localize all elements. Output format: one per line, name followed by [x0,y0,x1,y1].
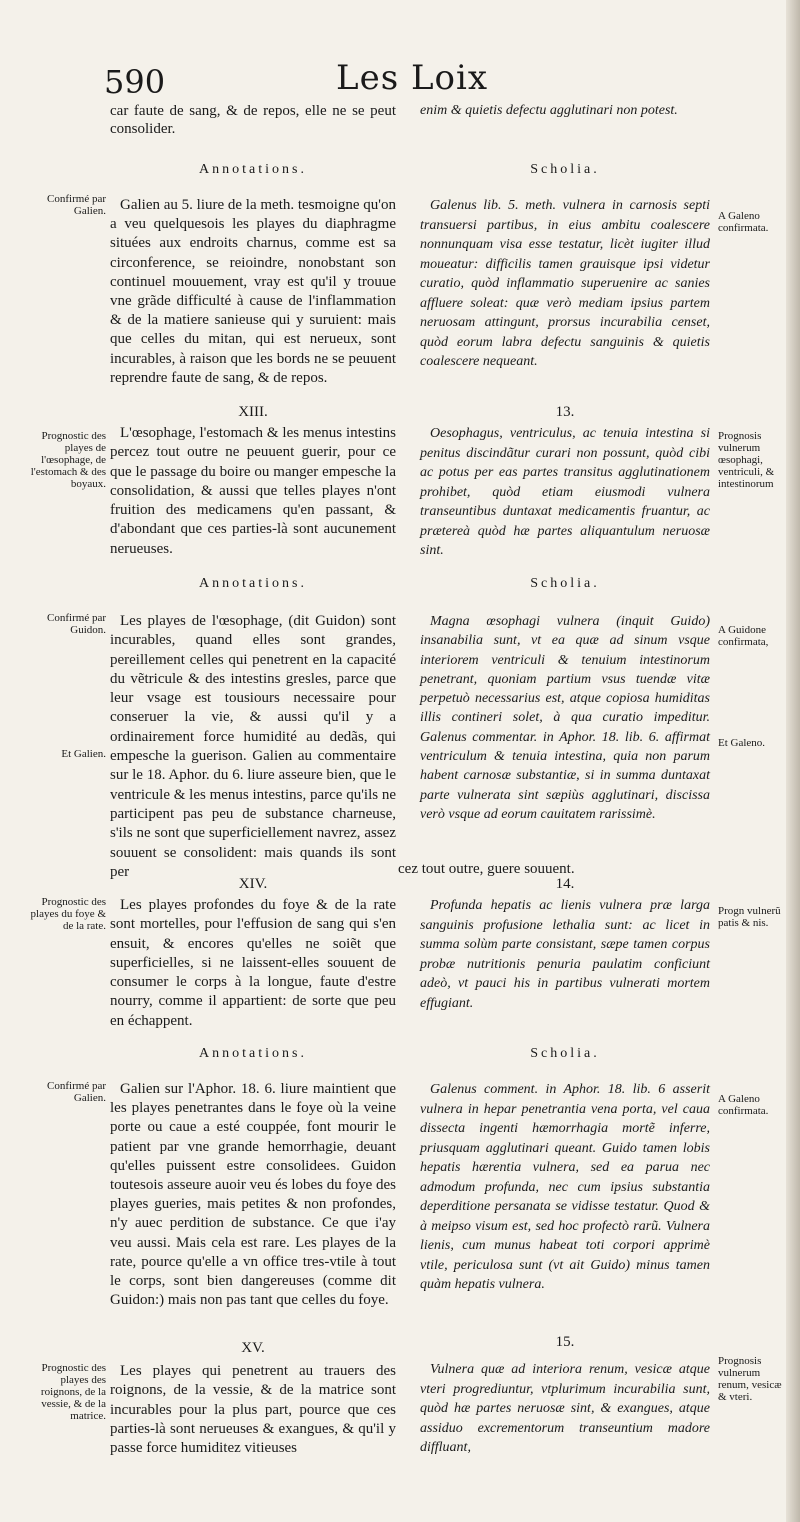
law-number: XIV. [238,876,268,892]
margin-note-left: Confirmé par Guidon. [47,612,106,636]
annotations-heading-3: Annotations. [199,1046,307,1061]
law-text-french: Les playes profondes du foye & de la rate sont mortelles, pour l'effusion de sang qui s'en ensuit, & encores qu'elles ne soiẽt que superficielles, si ne laissent-elles souuent de consumer le corps à la longue, faute d'estre nourry, comme il appartient: de sorte que peu en échappent. [110,897,396,1029]
margin-note-right: Et Galeno. [718,737,766,749]
margin-note-left: Prognostic des playes des roignons, de la vessie, & de la matrice. [40,1362,106,1422]
scholia-heading-2: Scholia. [530,576,600,591]
law-text-french: Les playes qui penetrent au trauers des roignons, de la vessie, & de la matrice sont incurables pour la plus part, pource que ces parties-là sont nerueuses & exangues, & qu'il y passe force humiditez vitieuses [110,1363,396,1457]
margin-note-left: Et Galien. [61,748,106,760]
margin-note-left: Prognostic des playes de l'œsophage, de l'estomach & des boyaux. [30,430,106,490]
page-edge-shadow [786,0,800,1522]
annotation-paragraph-1: Galien au 5. liure de la meth. tesmoigne qu'on a veu quelquesois les playes du diaphragme situées aux endroits charnus, comme est sa circonference, se reioindre, nonobstant son continuel mouuement, vray est qu'il y trouue vne grãde difficulté à cause de l'inflammation & de la matiere sanieuse qui y suruient: mais que celles du mitan, qui est nerueux, sont incurables, à raison que les bords ne se peuuent reprendre faute de sang, & de repos. [110,197,396,386]
law-number-latin: 13. [555,404,575,420]
law-number: XIII. [238,404,268,420]
annotation-paragraph-2: Les playes de l'œsophage, (dit Guidon) sont incurables, quand elles sont grandes, pereillement celles qui penetrent en la capacité du vẽtricule & des intestins gresles, parce que leur vsage est tousiours necessaire pour conseruer la vie, & aussi qu'il y a ordinairement force humidité au dedãs, qui empesche la guerison. Galien au commentaire sur le 18. Aphor. du 6. liure asseure bien, que le ventricule & les menus intestins, parce qu'ils ne participent pas peu de substance charneuse, s'ils ne sont que superficiellement navrez, assez souuent se consolident: mais quands ils sont per [110,613,396,880]
law-number: XV. [241,1340,265,1356]
margin-note-left: Confirmé par Galien. [47,193,106,217]
law-number-latin: 15. [555,1334,575,1350]
scholia-paragraph-1: Galenus lib. 5. meth. vulnera in carnosis septi transuersi partibus, in eius ambitu coalescere nonnunquam visa esse testatur, licèt iugiter illud moueatur: difficilis tamen grauisque ipsi videtur curatio, quòd inflammatio superuenire ac sanies affluere soleat: quæ verò mediam ipsius partem neruosam attingunt, prorsus incurabilia censet, quòd eorum labra defectu sanguinis & quietis coalescere nequeant. [420,198,710,369]
running-head: Les Loix [336,58,489,98]
annotations-heading-2: Annotations. [199,576,307,591]
margin-note-right: Prognosis vulnerum renum, vesicæ & vteri. [718,1355,782,1403]
margin-note-left: Prognostic des playes du foye & de la rate. [30,896,106,932]
margin-note-left: Confirmé par Galien. [47,1080,106,1104]
law-text-latin: Profunda hepatis ac lienis vulnera præ larga sanguinis profusione lethalia sunt: ac licet in summa solùm parte consistant, sæpe tamen corpus probæ nutritionis penuria paulatim conficiunt adeò, vt pauci his in partibus vulnerati mortem effugiant. [420,898,710,1011]
law-text-latin: Oesophagus, ventriculus, ac tenuia intestina si penitus discindãtur curari non possunt, quòd cibi ac potus per eas partes transitus agglutinationem prohibet, quòd etiam eiusmodi vulnera transeuntibus duntaxat medicamentis fruantur, ac prætereà quòd hæ partes aliquantulum neruosæ sint. [420,426,710,558]
margin-note-right: A Galeno confirmata. [718,210,769,234]
margin-note-right: Progn vulnerũ patis & nis. [718,905,781,929]
annotation-runover-line: cez tout outre, guere souuent. [398,861,575,877]
law-number-latin: 14. [555,876,575,892]
margin-note-right: A Guidone confirmata, [718,624,769,648]
continuation-text-latin: enim & quietis defectu agglutinari non potest. [420,103,678,118]
scholia-paragraph-3: Galenus comment. in Aphor. 18. lib. 6 asserit vulnera in hepar penetrantia vena porta, vel caua dissecta ingenti hæmorrhagia mortẽ inferre, priusquam agglutinari queant. Guido tamen lobis hepatis hærentia vulnera, sed ea parua nec admodum profunda, nec cum ipsius substantia deperditione persanata se vidisse testatur. Quod & à meipso visum est, sed hoc profectò rarũ. Vulnera lienis, cum munus habeat toti corpori apprimè vtile, periculosa sunt (vt ait Guido) minus tamen quàm hepatis vulnera. [420,1082,710,1292]
margin-note-right: Prognosis vulnerum œsophagi, ventriculi, & intestinorum [718,430,775,490]
margin-note-right: A Galeno confirmata. [718,1093,769,1117]
scholia-paragraph-2: Magna œsophagi vulnera (inquit Guido) insanabilia sunt, vt ea quæ ad sinum vsque interiorem ventriculi & tenuium intestinorum penetrant, quoniam partium vsus tuendæ vitæ perpetuò necessarius est, atque copiosa humiditas illis contineri solet, à qua curatio impeditur. Galenus commentar. in Aphor. 18. lib. 6. affirmat ventriculum & tenuia intestina, quia non parum habent carnosæ substantiæ, si in summa duntaxat parte vulnerata sint sæpiùs agglutinari, discissa verò vsque ad eorum cauitatem rarissimè. [420,614,710,822]
annotation-paragraph-3: Galien sur l'Aphor. 18. 6. liure maintient que les playes penetrantes dans le foye où la veine porte ou caue a esté couppée, font mourir le patient par vne grande hemorrhagie, deuant qu'elles puissent estre consolidees. Guidon toutesois asseure auoir veu és lobes du foye des playes gueries, mais petites & non profondes, n'y auec perdition de substance. Ce que i'ay veu aussi. Mais cela est rare. Les playes de la rate, pource qu'elle a vn office tres-vtile à tout le corps, sont bien dangereuses (comme dit Guidon:) mais non pas tant que celles du foye. [110,1081,396,1309]
continuation-text-french: car faute de sang, & de repos, elle ne se peut consolider. [110,103,396,137]
law-text-latin: Vulnera quæ ad interiora renum, vesicæ atque vteri progrediuntur, vtplurimum incurabilia sunt, quòd hæ partes neruosæ sint, & exangues, atque assiduo excrementorum transeuntium madore diffluant, [420,1362,710,1455]
scholia-heading-3: Scholia. [530,1046,600,1061]
law-text-french: L'œsophage, l'estomach & les menus intestins percez tout outre ne peuuent guerir, pour ce que le passage du boire ou manger empesche la consolidation, & aussi que telles playes n'ont fruition des medicamens qu'en passant, & d'abondant que ces parties-là sont aucunement nerueuses. [110,425,396,557]
page-number: 590 [104,63,166,101]
annotations-heading-1: Annotations. [199,162,307,177]
scholia-heading-1: Scholia. [530,162,600,177]
